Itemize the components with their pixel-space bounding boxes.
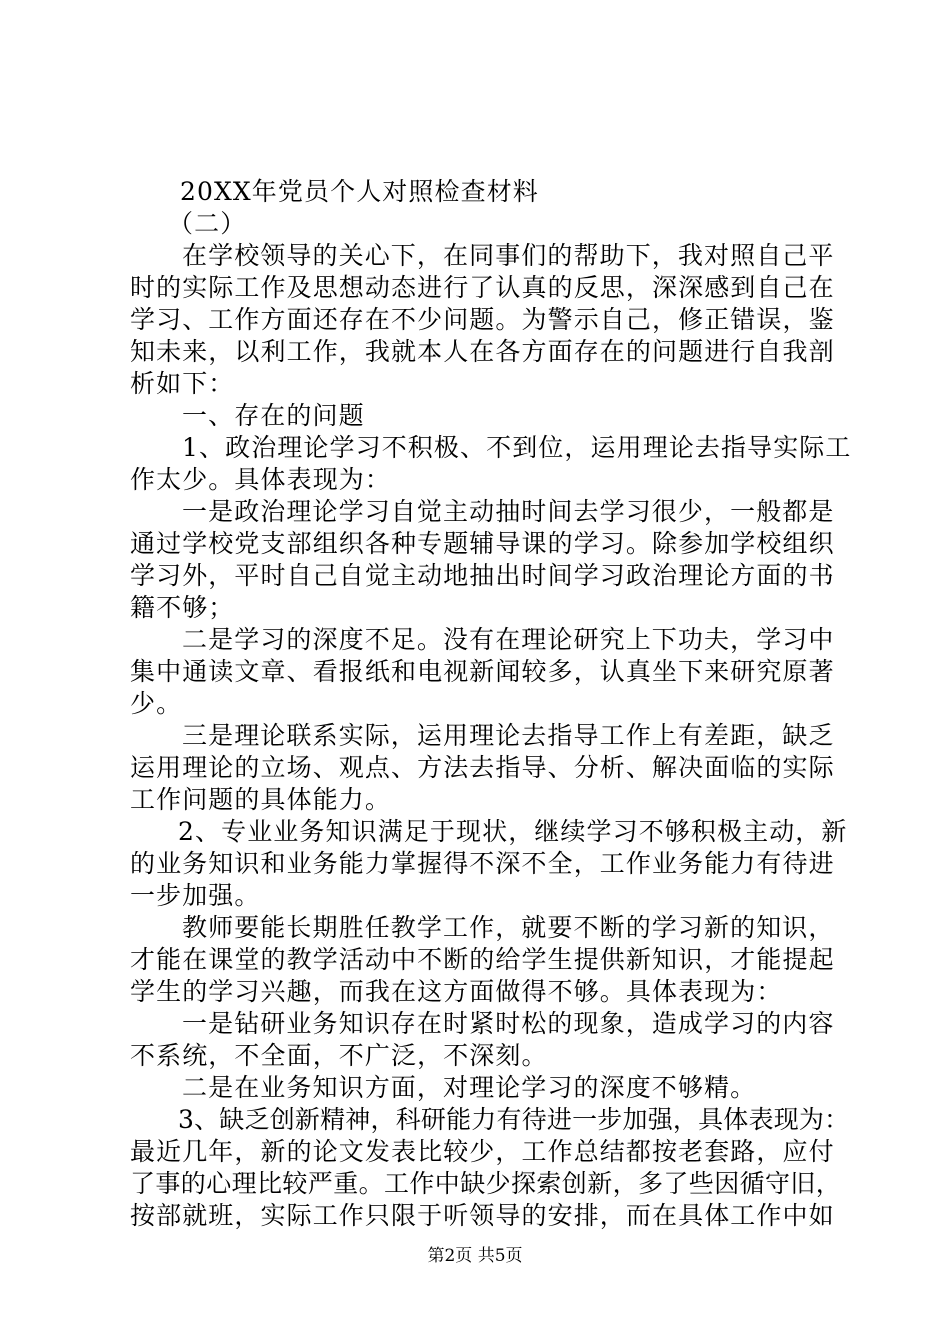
paragraph-line: 学生的学习兴趣，而我在这方面做得不够。具体表现为： [130, 977, 783, 1006]
paragraph-line: 的业务知识和业务能力掌握得不深不全，工作业务能力有待进 [130, 849, 835, 878]
paragraph-line: 一是钻研业务知识存在时紧时松的现象，造成学习的内容 [182, 1009, 835, 1038]
page-footer: 第2页 共5页 [427, 1246, 523, 1266]
paragraph-line: 二是在业务知识方面，对理论学习的深度不够精。 [182, 1073, 757, 1102]
paragraph-line: 三是理论联系实际，运用理论去指导工作上有差距，缺乏 [182, 721, 835, 750]
paragraph-line: 2、专业业务知识满足于现状，继续学习不够积极主动，新 [178, 817, 848, 846]
paragraph-line: 作太少。具体表现为： [130, 465, 392, 494]
paragraph-line: 工作问题的具体能力。 [130, 785, 392, 814]
paragraph-line: 一步加强。 [130, 881, 261, 910]
paragraph-line: 3、缺乏创新精神，科研能力有待进一步加强，具体表现为： [178, 1105, 850, 1134]
paragraph-line: 学习、工作方面还存在不少问题。为警示自己，修正错误，鉴 [130, 305, 835, 334]
paragraph-line: 一是政治理论学习自觉主动抽时间去学习很少，一般都是 [182, 497, 835, 526]
paragraph-line: 籍不够； [130, 593, 235, 622]
paragraph-line: 二是学习的深度不足。没有在理论研究上下功夫，学习中 [182, 625, 835, 654]
document-subtitle: （二） [168, 209, 247, 238]
paragraph-line: 1、政治理论学习不积极、不到位，运用理论去指导实际工 [182, 433, 852, 462]
paragraph-line: 教师要能长期胜任教学工作，就要不断的学习新的知识， [182, 913, 835, 942]
document-title: 20XX年党员个人对照检查材料 [180, 177, 539, 206]
paragraph-line: 学习外，平时自己自觉主动地抽出时间学习政治理论方面的书 [130, 561, 835, 590]
paragraph-line: 运用理论的立场、观点、方法去指导、分析、解决面临的实际 [130, 753, 835, 782]
paragraph-line: 了事的心理比较严重。工作中缺少探索创新，多了些因循守旧， [130, 1169, 842, 1198]
paragraph-line: 按部就班，实际工作只限于听领导的安排，而在具体工作中如 [130, 1201, 835, 1230]
paragraph-line: 最近几年，新的论文发表比较少，工作总结都按老套路，应付 [130, 1137, 835, 1166]
paragraph-line: 通过学校党支部组织各种专题辅导课的学习。除参加学校组织 [130, 529, 835, 558]
paragraph-line: 时的实际工作及思想动态进行了认真的反思，深深感到自己在 [130, 273, 835, 302]
section-heading: 一、存在的问题 [182, 401, 365, 430]
paragraph-line: 在学校领导的关心下，在同事们的帮助下，我对照自己平 [182, 241, 835, 270]
paragraph-line: 析如下： [130, 369, 235, 398]
paragraph-line: 才能在课堂的教学活动中不断的给学生提供新知识，才能提起 [130, 945, 835, 974]
paragraph-line: 集中通读文章、看报纸和电视新闻较多，认真坐下来研究原著 [130, 657, 835, 686]
paragraph-line: 知未来，以利工作，我就本人在各方面存在的问题进行自我剖 [130, 337, 835, 366]
paragraph-line: 不系统，不全面，不广泛，不深刻。 [130, 1041, 548, 1070]
paragraph-line: 少。 [130, 689, 183, 718]
